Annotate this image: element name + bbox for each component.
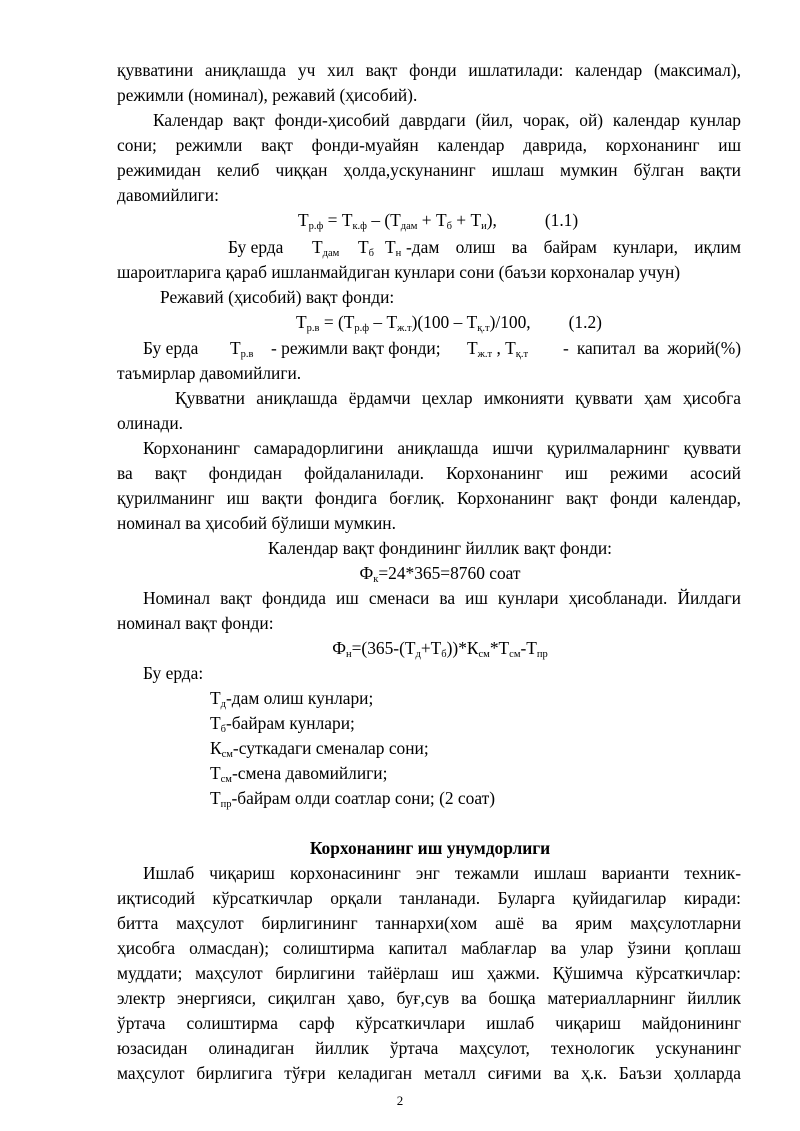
definition-item: $Т_б$-байрам кунлари;	[210, 713, 355, 735]
paragraph-line: ҳисобга олмасдан); солиштирма капитал маблағлар ва улар ўзини қоплаш	[117, 938, 741, 958]
paragraph-line: ва вақт фондидан фойдаланилади. Корхонанинг иш режими асосий	[117, 463, 741, 483]
paragraph-line: номинал вақт фонди:	[117, 613, 274, 633]
equation-number: (1.2)	[568, 312, 602, 332]
section-heading: Корхонанинг иш унумдорлиги	[309, 838, 551, 858]
paragraph-line: электр энергияси, сиқилган ҳаво, буғ,сув ва бошқа материалларнинг йиллик	[117, 988, 741, 1008]
document-page: қувватини аниқлашда уч хил вақт фонди ишлатилади: календар (максимал), режимли (номинал), режавий (ҳисобий). Календар вақт фонди-ҳисобий даврдаги (йил, чорак, ой) календар кунлар сони; режимли вақт фонди-муайян календар даврида, корхонанинг иш режимидан келиб чиққан ҳолда,ускунанинг ишлаш мумкин бўлган вақти давомийлиги: $Т_{р.ф} = Т_{к.ф} - (Т_{дам} + Т_б + Т_и)$, (1.1) Бу ерда $Т_{дам}$ $Т_б$ $Т_н$ -дам олиш ва байрам кунлари, иқлим шароитларига қараб ишланмайдиган кунлари сони (баъзи корхоналар учун) Режавий (ҳисобий) вақт фонди: $Т_{р.в} = (Т_{р.ф} - Т_{ж.т})(100 - Т_{қ.т})/100$, (1.2) Бу ерда $Т_{р.в}$ - режимли вақт фонди; $Т_{ж.т}$ , $Т_{қ.т}$ - капитал ва жорий(%) таъмирлар давомийлиги. Қувватни аниқлашда ёрдамчи цехлар имконияти қуввати ҳам ҳисобга олинади. Корхонанинг самарадорлигини аниқлашда ишчи қурилмаларнинг қуввати ва вақт фондидан фойдаланилади. Корхонанинг иш режими асосий қурилманинг иш вақти фондига боғлиқ. Корхонанинг вақт фонди календар, номинал ва ҳисобий бўлиши мумкин. Календар вақт фондининг йиллик вақт фонди: $Ф_к=24*365=8760$ соат Номинал вақт фондида иш сменаси ва иш кунлари ҳисобланади. Йилдаги номинал вақт фонди: $Ф_н=(365-(Т_д+Т_б))*К_{см}*Т_{см}-Т_{пр}$ Бу ерда: $Т_д$-дам олиш кунлари; $Т_б$-байрам кунлари; $К_{см}$-суткадаги сменалар сони; $Т_{см}$-смена давомийлиги; $Т_{пр}$-байрам олди соатлар сони; (2 соат) Корхонанинг иш унумдорлиги Ишлаб чиқариш корхонасининг энг тежамли ишлаш варианти техник- иқтисодий кўрсаткичлар орқали танланади. Буларга қуйидагилар киради: битта маҳсулот бирлигининг таннархи(хом ашё ва ярим маҳсулотларни ҳисобга олмасдан); солиштирма капитал маблағлар ва улар ўзини қоплаш муддати; маҳсулот бирлигини тайёрлаш иш ҳажми. Қўшимча кўрсаткичлар: электр энергияси, сиқилган ҳаво, буғ,сув ва бошқа материалларнинг йиллик ўртача солиштирма сарф кўрсаткичлари ишлаб чиқариш майдонининг юзасидан олинадиган йиллик ўртача маҳсулот, технологик ускунанинг маҳсулот бирлигига тўғри келадиган металл сиғими ва ҳ.к. Баъзи ҳолларда 2	[0, 0, 800, 1131]
definition-item: $Т_д$-дам олиш кунлари;	[210, 688, 374, 710]
definition-item: $Т_{пр}$-байрам олди соатлар сони; (2 соат)	[210, 788, 495, 810]
paragraph-line: Календар вақт фонди-ҳисобий даврдаги (йил, чорак, ой) календар кунлар	[153, 110, 741, 130]
paragraph-line: маҳсулот бирлигига тўғри келадиган металл сиғими ва ҳ.к. Баъзи ҳолларда	[117, 1063, 741, 1083]
equation-calendar-fund: $Ф_к=24*365=8760$ соат	[359, 563, 521, 585]
paragraph-line: Номинал вақт фондида иш сменаси ва иш кунлари ҳисобланади. Йилдаги	[143, 588, 741, 608]
paragraph-line: олинади.	[117, 413, 183, 433]
paragraph-line: Календар вақт фондининг йиллик вақт фонди:	[268, 538, 612, 558]
paragraph-line: таъмирлар давомийлиги.	[117, 363, 302, 383]
paragraph-line: режимидан келиб чиққан ҳолда,ускунанинг ишлаш мумкин бўлган вақти	[117, 160, 741, 180]
paragraph-line: режимли (номинал), режавий (ҳисобий).	[117, 85, 418, 105]
paragraph-line: шароитларига қараб ишланмайдиган кунлари сони (баъзи корхоналар учун)	[117, 262, 681, 282]
definition-item: $К_{см}$-суткадаги сменалар сони;	[210, 738, 429, 760]
paragraph-line: муддати; маҳсулот бирлигини тайёрлаш иш ҳажми. Қўшимча кўрсаткичлар:	[117, 963, 741, 983]
definition-item: $Т_{см}$-смена давомийлиги;	[210, 763, 388, 785]
paragraph-line: номинал ва ҳисобий бўлиши мумкин.	[117, 513, 396, 533]
paragraph-line: Қувватни аниқлашда ёрдамчи цехлар имконияти қуввати ҳам ҳисобга	[175, 388, 741, 408]
paragraph-line: Ишлаб чиқариш корхонасининг энг тежамли ишлаш варианти техник-	[143, 863, 741, 883]
paragraph-line: давомийлиги:	[117, 185, 219, 205]
paragraph-line: ўртача солиштирма сарф кўрсаткичлари ишлаб чиқариш майдонининг	[117, 1013, 741, 1033]
equation-1-1: $Т_{р.ф} = Т_{к.ф} - (Т_{дам} + Т_б + Т_и)$, (1.1)	[298, 210, 579, 232]
paragraph-line: Режавий (ҳисобий) вақт фонди:	[160, 287, 395, 307]
paragraph-line: қувватини аниқлашда уч хил вақт фонди ишлатилади: календар (максимал),	[117, 60, 741, 80]
paragraph-line: Бу ерда:	[143, 663, 204, 683]
paragraph-line: қурилманинг иш вақти фондига боғлиқ. Корхонанинг вақт фонди календар,	[117, 488, 741, 508]
equation-nominal-fund: $Ф_н=(365-(Т_д+Т_б))*К_{см}*Т_{см}-Т_{пр}$	[332, 638, 548, 660]
paragraph-line: Корхонанинг самарадорлигини аниқлашда ишчи қурилмаларнинг қуввати	[143, 438, 741, 458]
page-number: 2	[396, 1093, 404, 1108]
paragraph-line: иқтисодий кўрсаткичлар орқали танланади. Буларга қуйидагилар киради:	[117, 888, 741, 908]
paragraph-line: битта маҳсулот бирлигининг таннархи(хом ашё ва ярим маҳсулотларни	[117, 913, 741, 933]
paragraph-line: сони; режимли вақт фонди-муайян календар даврида, корхонанинг иш	[117, 135, 741, 155]
paragraph-line: юзасидан олинадиган йиллик ўртача маҳсулот, технологик ускунанинг	[117, 1038, 741, 1058]
equation-1-2: $Т_{р.в} = (Т_{р.ф} - Т_{ж.т})(100 - Т_{қ.т})/100$, (1.2)	[296, 312, 602, 334]
equation-number: (1.1)	[544, 210, 579, 230]
